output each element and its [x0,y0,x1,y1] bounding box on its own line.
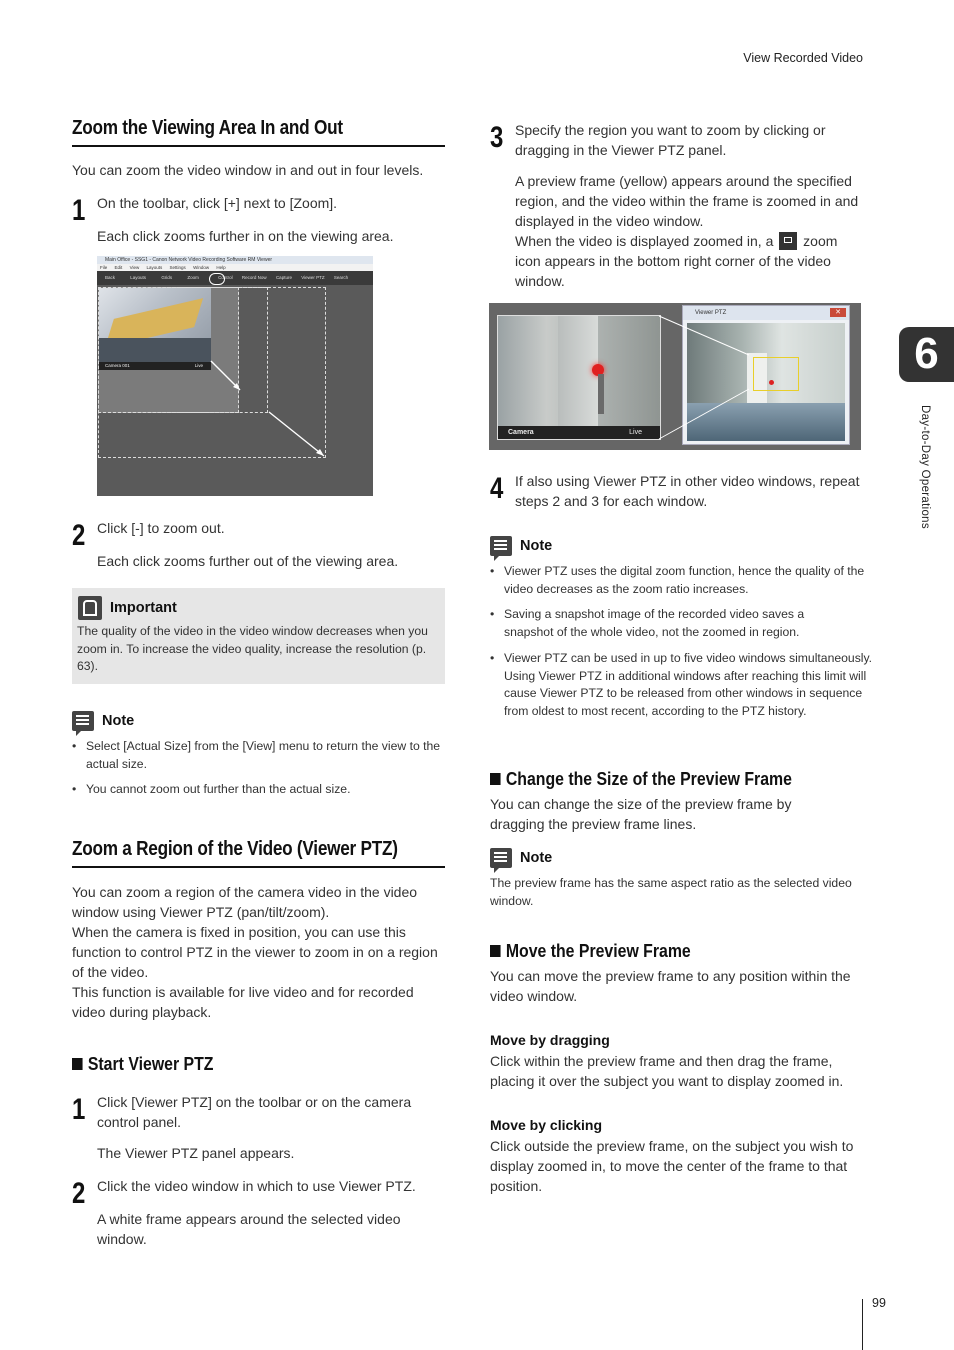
move-by-dragging-text: Click within the preview frame and then drag the frame, placing it over the subject you want to display zoomed in. [490,1053,844,1089]
footer-rule [862,1299,863,1350]
note-item: • Viewer PTZ can be used in up to five video windows simultaneously. Using Viewer PTZ in additional windows after reaching this limit will cause Viewer PTZ to be released from other windows in sequence from oldest to most recent, according to the PTZ history. [490,650,876,720]
toolbar-record-now[interactable]: Record Now [241,275,267,280]
viewer-ptz-screenshot [489,303,861,450]
note-item: • Select [Actual Size] from the [View] menu to return the view to the actual size. [72,738,452,773]
step-number: 1 [72,194,86,227]
subsection-title [490,941,691,962]
note-icon [490,536,512,556]
note-item: • Viewer PTZ uses the digital zoom function, hence the quality of the video decreases as the zoom ratio increases. [490,563,876,598]
ptz-live-label: Live [629,429,642,436]
square-bullet-icon [490,945,501,957]
note-heading [490,536,552,556]
step-subtext: Each click zooms further out of the viewing area. [97,553,399,569]
ptz-paragraph: This function is available for live video and for recorded video during playback. [72,984,414,1020]
step-number: 3 [490,121,504,154]
step-number: 2 [72,1177,86,1210]
move-frame-title: Move the Preview Frame [505,941,691,961]
change-size-text: You can change the size of the preview frame by dragging the preview frame lines. [490,796,792,832]
important-heading [78,596,177,620]
zoom-icon-text-c: icon appears in the bottom right corner of the video window. [515,253,831,289]
note-title: Note [520,850,553,866]
move-frame-text: You can move the preview frame to any position within the video window. [490,968,851,1004]
menu-file[interactable]: File [100,265,108,270]
note-heading [72,711,134,731]
start-ptz-title: Start Viewer PTZ [87,1054,214,1074]
live-label: Live [194,363,203,368]
zoom-arrows [97,256,373,496]
note-heading [490,848,552,868]
important-title: Important [110,600,177,616]
step-subtext: The Viewer PTZ panel appears. [97,1145,295,1161]
ptz-connector-lines [489,303,861,450]
menu-settings[interactable]: Settings [169,265,186,270]
step-text: If also using Viewer PTZ in other video windows, repeat steps 2 and 3 for each window. [515,473,860,509]
note-title: Note [520,538,553,554]
important-icon [78,596,102,620]
subsection-title [72,1054,213,1075]
note-item: • Saving a snapshot image of the recorded video saves a snapshot of the whole video, not the zoomed in region. [490,606,849,641]
toolbar-layouts[interactable]: Layouts [130,275,147,280]
step-text: Click [Viewer PTZ] on the toolbar or on the camera control panel. [97,1094,412,1130]
toolbar-viewer-ptz[interactable]: Viewer PTZ [301,275,325,280]
menu-window[interactable]: Window [193,265,210,270]
note-title: Note [102,713,135,729]
move-by-dragging-title: Move by dragging [490,1032,610,1048]
subsection-title [490,769,792,790]
ptz-paragraph: You can zoom a region of the camera video in the video window using Viewer PTZ (pan/tilt/zoom). [72,884,418,920]
step-subtext: A preview frame (yellow) appears around the specified region, and the video within the frame is zoomed in and displayed in the video window. [515,173,859,229]
chapter-title: Day-to-Day Operations [919,405,931,529]
menu-edit[interactable]: Edit [114,265,123,270]
panel-title: Viewer PTZ [695,310,727,316]
section-rule [72,866,445,868]
chapter-number: 6 [914,329,939,378]
step-number: 4 [490,472,504,505]
zoom-icon [779,232,797,250]
step-number: 2 [72,519,86,552]
section-title-viewer-ptz: Zoom a Region of the Video (Viewer PTZ) [72,838,398,860]
important-text: The quality of the video in the video window decreases when you zoom in. To increase the video quality, increase the resolution (p. 63). [77,624,428,673]
section-title-zoom: Zoom the Viewing Area In and Out [72,117,343,139]
chapter-tab [899,327,954,382]
ptz-paragraph: When the camera is fixed in position, you can use this function to control PTZ in the viewer to zoom in on a region of the video. [72,924,438,980]
note-item: • You cannot zoom out further than the actual size. [72,781,452,799]
menu-view[interactable]: View [129,265,140,270]
move-by-clicking-text: Click outside the preview frame, on the subject you wish to display zoomed in, to move the center of the frame to that position. [490,1138,854,1194]
important-box [72,588,445,684]
step-text: Click the video window in which to use Viewer PTZ. [97,1178,416,1194]
arrow-2 [269,412,324,456]
menu-layouts[interactable]: Layouts [146,265,163,270]
note-icon [72,711,94,731]
zoom-icon-text-a: When the video is displayed zoomed in, a [515,233,774,249]
step-subtext: Each click zooms further in on the viewing area. [97,228,394,244]
connector-top [659,316,749,355]
note-icon [490,848,512,868]
page-number: 99 [872,1296,886,1310]
running-header: View Recorded Video [743,51,863,65]
change-size-title: Change the Size of the Preview Frame [505,769,792,789]
move-by-clicking-title: Move by clicking [490,1117,603,1133]
square-bullet-icon [490,773,501,785]
zoom-intro: You can zoom the video window in and out in four levels. [72,162,424,178]
toolbar-zoom[interactable]: Zoom [187,275,199,280]
toolbar-capture[interactable]: Capture [275,275,292,280]
toolbar-control[interactable]: Control [218,275,233,280]
zoom-icon-text-b: zoom [803,233,838,249]
menu-help[interactable]: Help [216,265,226,270]
step-text: Specify the region you want to zoom by clicking or dragging in the Viewer PTZ panel. [515,122,826,158]
zoom-screenshot [97,256,373,496]
step-number: 1 [72,1093,86,1126]
close-icon[interactable]: ✕ [830,308,846,317]
window-title: Main Office - SSG1 - Canon Network Video Recording Software RM Viewer [105,257,273,263]
toolbar-search[interactable]: Search [333,275,349,280]
step-text: On the toolbar, click [+] next to [Zoom]. [97,195,338,211]
step-text: Click [-] to zoom out. [97,520,225,536]
toolbar-back[interactable]: Back [105,275,116,280]
camera-label: Camera 001 [105,363,130,368]
square-bullet-icon [72,1058,83,1070]
section-rule [72,145,445,147]
ptz-camera-label: Camera [508,429,534,436]
connector-bottom [659,389,749,439]
step-subtext: A white frame appears around the selected video window. [97,1211,401,1247]
note-text: The preview frame has the same aspect ratio as the selected video window. [490,876,852,908]
step-subtext-zoom-icon [515,231,860,291]
toolbar-grids[interactable]: Grids [161,275,173,280]
